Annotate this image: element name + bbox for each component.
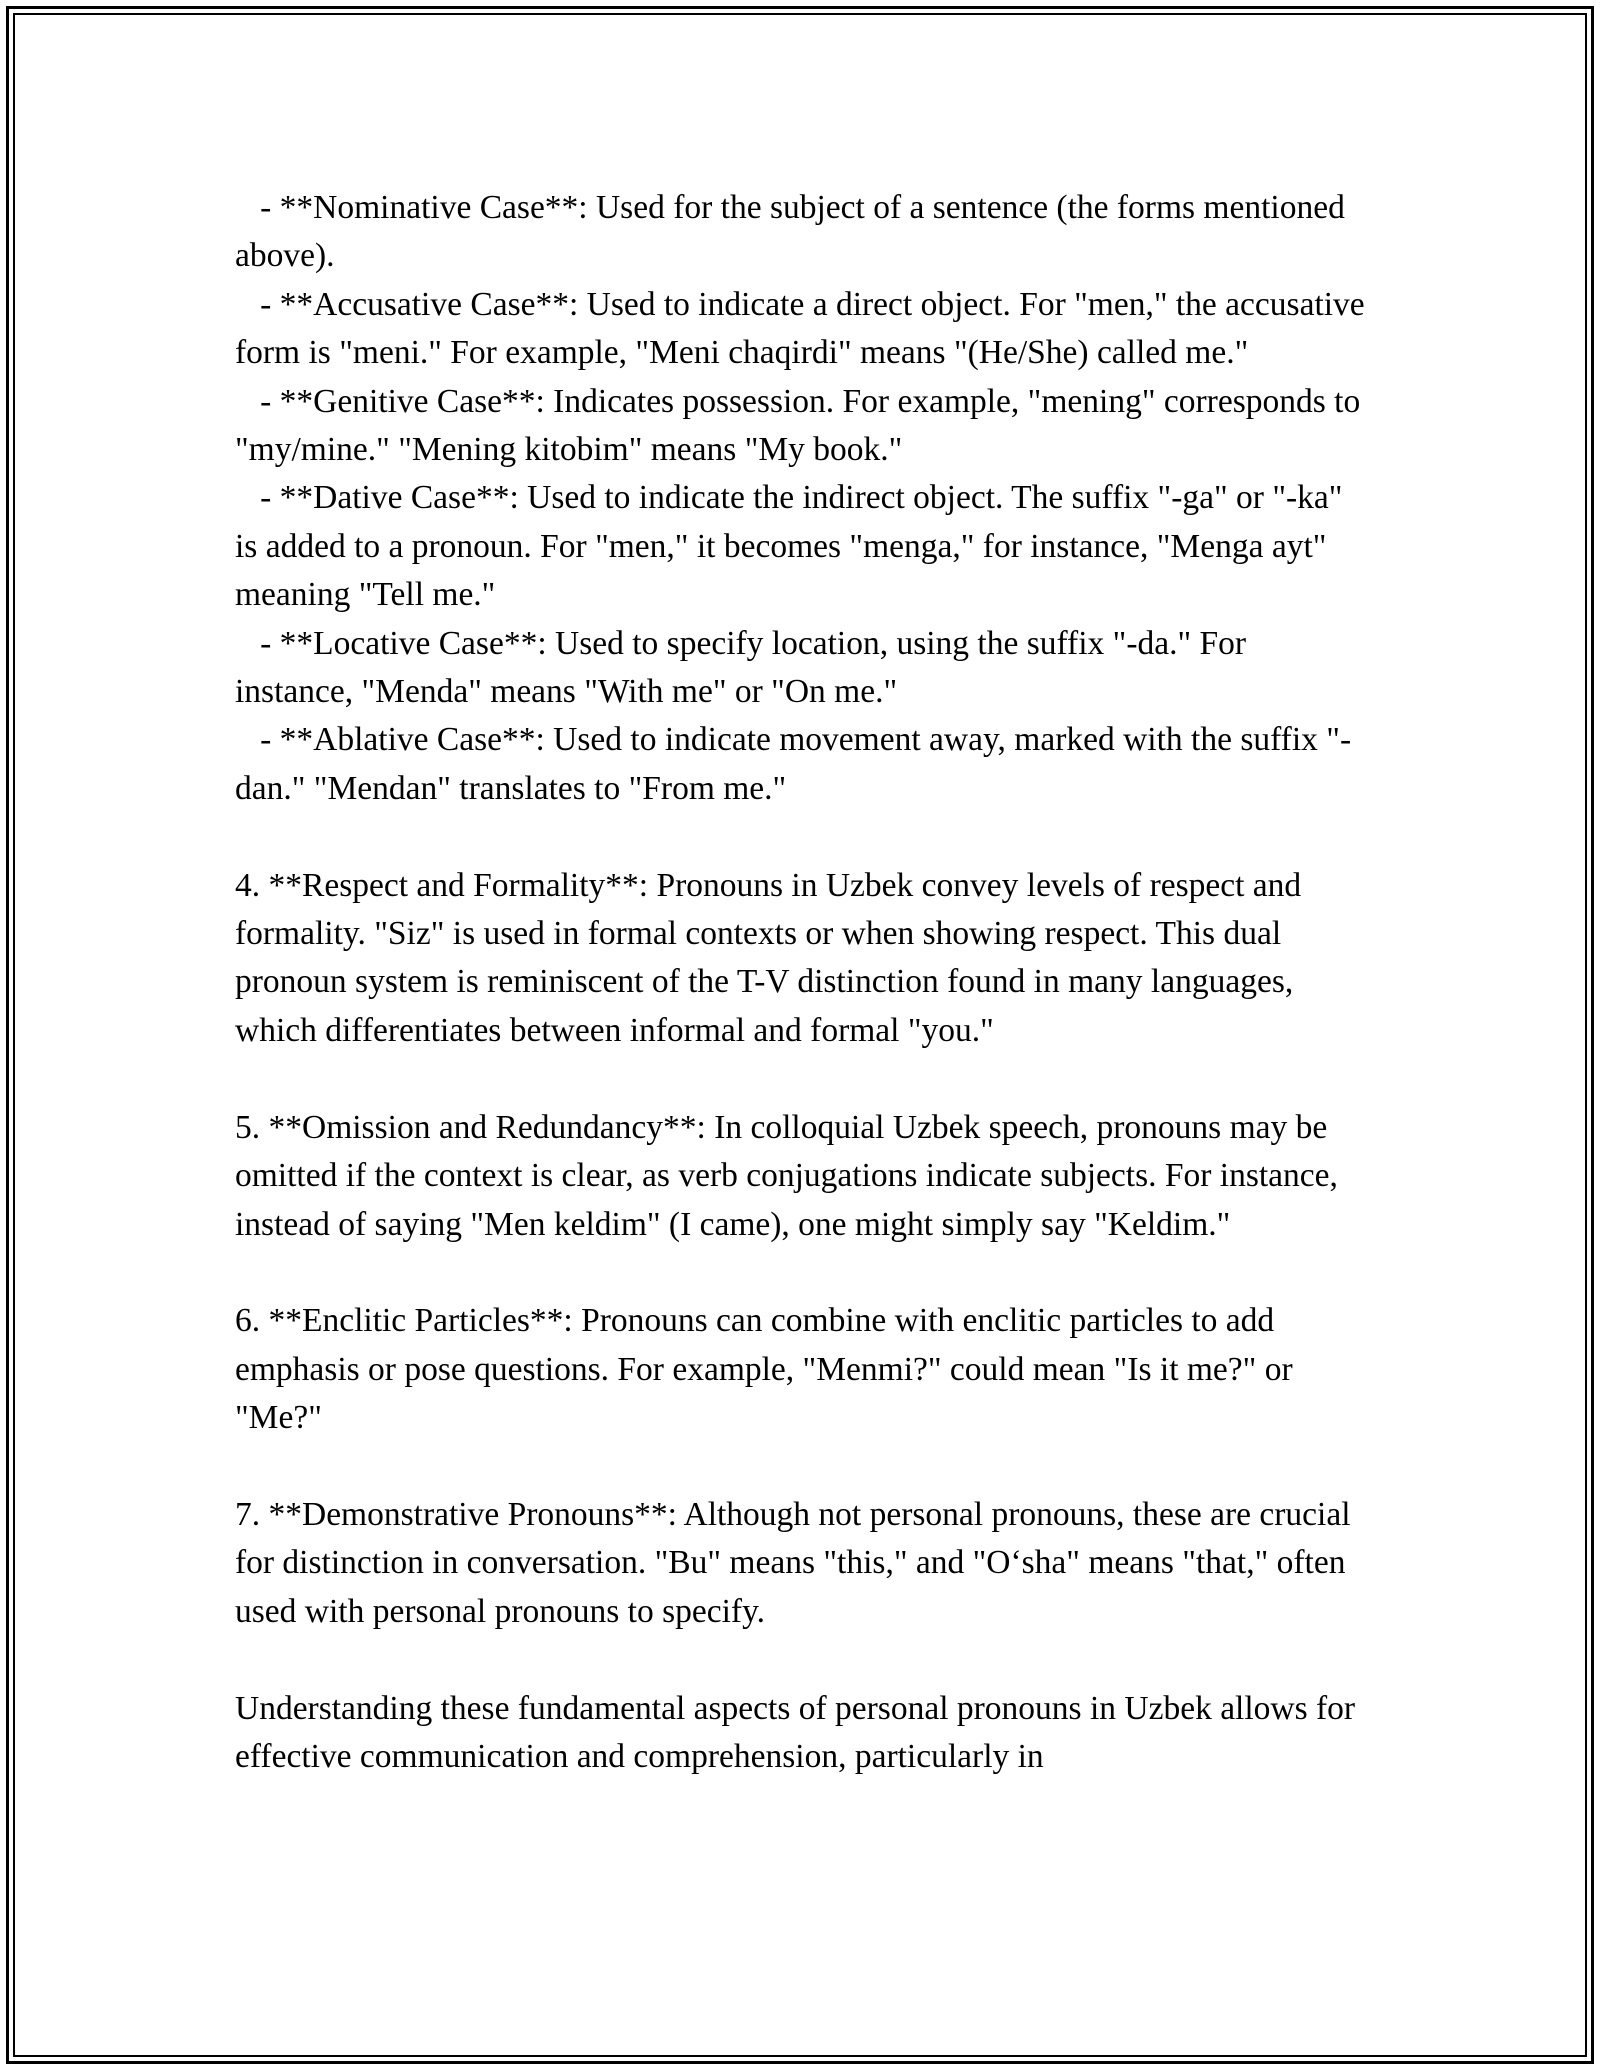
case-item-nominative: - **Nominative Case**: Used for the subject of a sentence (the forms mentioned above).: [235, 189, 1354, 275]
paragraph-spacer: [235, 813, 1370, 861]
case-item-locative: - **Locative Case**: Used to specify location, using the suffix "-da." For instance, "Menda" means "With me" or "On me.": [235, 624, 1255, 711]
paragraph-spacer: [235, 1636, 1370, 1684]
paragraph-spacer: [235, 1249, 1370, 1297]
case-item-genitive: - **Genitive Case**: Indicates possession. For example, "mening" corresponds to "my/mine." "Mening kitobim" means "My book.": [235, 382, 1369, 469]
paragraph-spacer: [235, 1443, 1370, 1491]
section-omission-redundancy: 5. **Omission and Redundancy**: In colloquial Uzbek speech, pronouns may be omitted if the context is clear, as verb conjugations indicate subjects. For instance, instead of saying "Men keldim" (I came), one might simply say "Keldim.": [235, 1108, 1347, 1243]
paragraph-spacer: [235, 1055, 1370, 1103]
case-item-accusative: - **Accusative Case**: Used to indicate a direct object. For "men," the accusative form is "meni." For example, "Meni chaqirdi" means "(He/She) called me.": [235, 285, 1374, 372]
document-body: [235, 184, 1374, 1781]
section-enclitic-particles: 6. **Enclitic Particles**: Pronouns can combine with enclitic particles to add emphasis or pose questions. For example, "Menmi?" could mean "Is it me?" or "Me?": [235, 1302, 1301, 1437]
case-item-ablative: - **Ablative Case**: Used to indicate movement away, marked with the suffix "-dan." "Mendan" translates to "From me.": [235, 721, 1352, 807]
section-respect-formality: 4. **Respect and Formality**: Pronouns in Uzbek convey levels of respect and formality. "Siz" is used in formal contexts or when showing respect. This dual pronoun system is reminiscent of the T-V distinction found in many languages, which differentiates between informal and formal "you.": [235, 866, 1310, 1049]
section-demonstrative-pronouns: 7. **Demonstrative Pronouns**: Although not personal pronouns, these are crucial for distinction in conversation. "Bu" means "this," and "O‘sha" means "that," often used with personal pronouns to specify.: [235, 1495, 1359, 1630]
closing-paragraph: Understanding these fundamental aspects of personal pronouns in Uzbek allows for effective communication and comprehension, particularly in: [235, 1689, 1364, 1775]
case-item-dative: - **Dative Case**: Used to indicate the indirect object. The suffix "-ga" or "-ka" is added to a pronoun. For "men," it becomes "menga," for instance, "Menga ayt" meaning "Tell me.": [235, 479, 1351, 614]
